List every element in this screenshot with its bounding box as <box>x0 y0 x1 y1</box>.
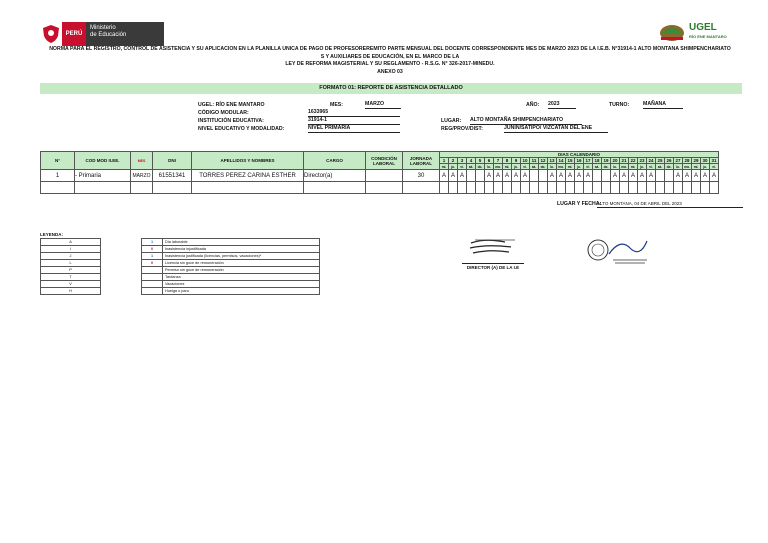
col-num: N° <box>41 152 75 170</box>
norma-title-line2: S Y AUXILIARES DE EDUCACIÓN, EN EL MARCO DE LA <box>320 54 460 60</box>
legend-row <box>41 274 320 281</box>
legend-description: Inasistencia injustificada <box>163 246 320 253</box>
day-number: 7 <box>494 158 503 164</box>
day-attendance-cell <box>467 170 476 182</box>
day-number: 13 <box>549 158 555 163</box>
day-number: 12 <box>540 158 546 163</box>
day-number: 1 <box>440 158 449 164</box>
day-attendance-cell: A <box>566 170 575 182</box>
mes-value: MARZO <box>365 101 401 109</box>
legend-symbol <box>142 281 163 288</box>
legend-title: LEYENDA: <box>40 232 64 237</box>
day-name: do. <box>539 164 548 170</box>
seal-and-signature <box>585 236 650 268</box>
row-nombres: TORRES PEREZ CARINA ESTHER <box>192 170 304 182</box>
day-attendance-cell: A <box>512 170 521 182</box>
empty-cell <box>629 182 638 194</box>
day-attendance-cell: A <box>584 170 593 182</box>
day-number: 30 <box>702 158 708 163</box>
col-cargo: CARGO <box>304 152 366 170</box>
dias-calendario-header: DIAS CALENDARIO <box>440 152 719 158</box>
norma-title-line3: LEY DE REFORMA MAGISTERIAL Y SU REGLAMENTO - R.S.G. N° 326-2017-MINEDU. <box>285 61 495 67</box>
empty-cell <box>701 182 710 194</box>
legend-code: L <box>41 260 101 267</box>
lugar-value: ALTO MONTAÑA SHIMPENCHARIATO <box>470 117 582 125</box>
legend-code: P <box>41 267 101 274</box>
day-attendance-cell: A <box>575 170 584 182</box>
day-number: 21 <box>621 158 627 163</box>
reg-value: JUNIN/SATIPO/ VIZCATAN DEL ENE <box>504 125 608 133</box>
legend-row <box>41 253 320 260</box>
day-name: mi. <box>629 164 638 170</box>
legend-spacer <box>101 274 142 281</box>
day-attendance-cell: A <box>620 170 629 182</box>
day-number: 2 <box>449 158 458 164</box>
empty-cell <box>557 182 566 194</box>
day-name: do. <box>476 164 485 170</box>
day-name: lu. <box>611 164 620 170</box>
legend-description: Permiso sin goce de remuneración <box>163 267 320 274</box>
day-name: do. <box>665 164 674 170</box>
day-attendance-cell: A <box>521 170 530 182</box>
day-attendance-cell <box>476 170 485 182</box>
institucion-label: INSTITUCIÓN EDUCATIVA: <box>198 118 264 124</box>
day-attendance-cell <box>530 170 539 182</box>
legend-description: Inasistencia justificada (licencias, permisos, vacaciones)* <box>163 253 320 260</box>
day-name: vi. <box>710 164 719 170</box>
empty-cell <box>304 182 366 194</box>
director-signature-stamp <box>465 237 525 261</box>
empty-cell <box>75 182 131 194</box>
peru-label: PERÚ <box>62 22 86 46</box>
legend-spacer <box>101 267 142 274</box>
day-name: vi. <box>584 164 593 170</box>
day-attendance-cell: A <box>638 170 647 182</box>
day-name: vi. <box>521 164 530 170</box>
day-name: ma. <box>558 164 564 169</box>
norma-title-line1: NORMA PARA EL REGISTRO, CONTROL DE ASISTENCIA Y SU APLICACION EN LA PLANILLA UNICA DE PAGO DE PROFESOREREMITO PARTE MENSUAL DEL DOCENTE CORRESPONDIENTE MES DE MARZO 2023 DE LA I.E.B. N°31914-1 ALTO MONTANA SHIMPENCHARIATO <box>49 46 731 52</box>
shield-icon <box>40 22 62 46</box>
legend-code: V <box>41 281 101 288</box>
empty-cell <box>674 182 683 194</box>
ministry-line1: Ministerio <box>90 25 116 31</box>
day-number: 10 <box>522 158 528 163</box>
day-name: lu. <box>674 164 683 170</box>
day-number: 11 <box>530 158 539 164</box>
legend-description: Licencia sin goce de remuneración <box>163 260 320 267</box>
day-number: 28 <box>684 158 690 163</box>
empty-cell <box>665 182 674 194</box>
day-name: vi. <box>458 164 467 170</box>
lugar-fecha-label: LUGAR Y FECHA: <box>557 201 602 207</box>
legend-spacer <box>101 260 142 267</box>
col-condicion: CONDICIÓN LABORAL <box>366 152 403 170</box>
ugel-label: UGEL: RÍO ENE MANTARO <box>198 102 265 108</box>
institucion-value: 31914-1 <box>308 117 400 125</box>
empty-cell <box>683 182 692 194</box>
anexo-label: ANEXO 03 <box>377 69 403 75</box>
day-attendance-cell: A <box>449 170 458 182</box>
empty-cell <box>647 182 656 194</box>
row-jornada: 30 <box>403 170 440 182</box>
legend-description: Día laborable <box>163 239 320 246</box>
day-number: 24 <box>648 158 654 163</box>
empty-cell <box>656 182 665 194</box>
day-name: sá. <box>467 164 476 170</box>
format-title: FORMATO 01: REPORTE DE ASISTENCIA DETALLADO <box>40 83 742 94</box>
day-number: 3 <box>458 158 467 164</box>
ministry-line2: de Educación <box>90 32 127 38</box>
day-name: mi. <box>566 164 575 170</box>
day-number: 25 <box>657 158 663 163</box>
reg-label: REG/PROV/DIST: <box>441 126 483 132</box>
legend <box>40 232 320 295</box>
row-dni: 61551341 <box>153 170 192 182</box>
day-attendance-cell: A <box>548 170 557 182</box>
day-name: lu. <box>485 164 494 170</box>
legend-spacer <box>101 281 142 288</box>
day-name: sá. <box>656 164 665 170</box>
legend-spacer <box>101 288 142 295</box>
legend-table <box>40 238 320 295</box>
day-number: 27 <box>675 158 681 163</box>
legend-code: H <box>41 288 101 295</box>
legend-spacer <box>101 253 142 260</box>
attendance-table <box>40 151 719 194</box>
col-mes: MES <box>131 152 153 170</box>
empty-cell <box>548 182 557 194</box>
day-name: ma. <box>495 164 501 169</box>
empty-cell <box>593 182 602 194</box>
day-name: vi. <box>647 164 656 170</box>
day-attendance-cell: A <box>701 170 710 182</box>
legend-spacer <box>101 246 142 253</box>
day-number: 29 <box>693 158 699 163</box>
day-attendance-cell <box>602 170 611 182</box>
row-mes: MARZO <box>131 170 153 182</box>
legend-row <box>41 288 320 295</box>
day-attendance-cell: A <box>611 170 620 182</box>
day-attendance-cell: A <box>674 170 683 182</box>
legend-row <box>41 260 320 267</box>
day-name: ju. <box>449 164 458 170</box>
empty-cell <box>521 182 530 194</box>
day-number: 8 <box>503 158 512 164</box>
legend-description: Huelga o paro <box>163 288 320 295</box>
empty-cell <box>192 182 304 194</box>
day-attendance-cell: A <box>557 170 566 182</box>
day-number: 17 <box>585 158 591 163</box>
day-number: 4 <box>467 158 476 164</box>
anio-label: AÑO: <box>526 102 540 108</box>
day-name: mi. <box>440 164 449 170</box>
day-name: ju. <box>701 164 710 170</box>
day-number: 16 <box>576 158 582 163</box>
legend-row <box>41 267 320 274</box>
day-attendance-cell <box>539 170 548 182</box>
day-number: 19 <box>603 158 609 163</box>
day-name: ju. <box>638 164 647 170</box>
day-attendance-cell: A <box>458 170 467 182</box>
row-num: 1 <box>41 170 75 182</box>
legend-symbol <box>142 274 163 281</box>
row-cargo: Director(a) <box>304 170 366 182</box>
empty-cell <box>458 182 467 194</box>
legend-symbol: 0 <box>142 260 163 267</box>
empty-cell <box>494 182 503 194</box>
empty-cell <box>575 182 584 194</box>
empty-cell <box>41 182 75 194</box>
legend-symbol: 0 <box>142 246 163 253</box>
day-attendance-cell <box>656 170 665 182</box>
day-name: ma. <box>684 164 690 169</box>
empty-cell <box>638 182 647 194</box>
empty-cell <box>566 182 575 194</box>
legend-row <box>41 281 320 288</box>
legend-spacer <box>101 239 142 246</box>
anio-value: 2023 <box>548 101 576 109</box>
day-number: 31 <box>711 158 717 163</box>
col-jornada: JORNADA LABORAL <box>403 152 440 170</box>
day-name: ju. <box>575 164 584 170</box>
day-attendance-cell <box>665 170 674 182</box>
day-name: mi. <box>692 164 701 170</box>
day-number: 15 <box>567 158 573 163</box>
empty-cell <box>602 182 611 194</box>
turno-label: TURNO: <box>609 102 630 108</box>
empty-cell <box>710 182 719 194</box>
empty-cell <box>512 182 521 194</box>
empty-cell <box>131 182 153 194</box>
empty-cell <box>449 182 458 194</box>
codigo-label: CÓDIGO MODULAR: <box>198 110 249 116</box>
legend-row <box>41 246 320 253</box>
turno-value: MAÑANA <box>643 101 683 109</box>
day-number: 23 <box>639 158 645 163</box>
day-number: 6 <box>485 158 494 164</box>
legend-code: J <box>41 253 101 260</box>
mes-label: MES: <box>330 102 343 108</box>
day-attendance-cell: A <box>485 170 494 182</box>
day-number: 22 <box>630 158 636 163</box>
day-attendance-cell: A <box>710 170 719 182</box>
empty-cell <box>476 182 485 194</box>
empty-cell <box>620 182 629 194</box>
day-attendance-cell: A <box>503 170 512 182</box>
legend-row <box>41 239 320 246</box>
day-number: 9 <box>512 158 521 164</box>
nivel-value: NIVEL PRIMARIA <box>308 125 400 133</box>
minedu-logo <box>40 22 164 46</box>
day-name: mi. <box>503 164 512 170</box>
legend-symbol <box>142 288 163 295</box>
empty-cell <box>440 182 449 194</box>
day-name: lu. <box>548 164 557 170</box>
day-attendance-cell: A <box>683 170 692 182</box>
day-number: 26 <box>666 158 672 163</box>
day-attendance-cell: A <box>440 170 449 182</box>
empty-cell <box>153 182 192 194</box>
row-cod: - Primaria <box>75 170 131 182</box>
day-attendance-cell <box>593 170 602 182</box>
day-number: 18 <box>594 158 600 163</box>
legend-code: I <box>41 246 101 253</box>
day-name: sá. <box>530 164 539 170</box>
legend-code: A <box>41 239 101 246</box>
day-name: ju. <box>512 164 521 170</box>
day-name: sá. <box>593 164 602 170</box>
col-cod: COD MOD II.EE. <box>75 152 131 170</box>
day-number: 5 <box>476 158 485 164</box>
empty-cell <box>485 182 494 194</box>
col-dni: DNI <box>153 152 192 170</box>
legend-code: T <box>41 274 101 281</box>
legend-symbol: 1 <box>142 239 163 246</box>
legend-description: Tardanza <box>163 274 320 281</box>
row-condicion <box>366 170 403 182</box>
day-name: do. <box>602 164 611 170</box>
nivel-label: NIVEL EDUCATIVO Y MODALIDAD: <box>198 126 285 132</box>
empty-cell <box>503 182 512 194</box>
codigo-value: 1633965 <box>308 109 400 117</box>
day-name: ma. <box>621 164 627 169</box>
empty-cell <box>467 182 476 194</box>
day-attendance-cell: A <box>692 170 701 182</box>
empty-cell <box>530 182 539 194</box>
director-label: DIRECTOR (A) DE LA I.E <box>462 263 524 270</box>
empty-cell <box>584 182 593 194</box>
day-attendance-cell: A <box>494 170 503 182</box>
ugel-sub: RÍO ENE MANTARO <box>689 34 727 39</box>
lugar-label: LUGAR: <box>441 118 462 124</box>
day-number: 20 <box>612 158 618 163</box>
legend-symbol <box>142 267 163 274</box>
empty-cell <box>403 182 440 194</box>
empty-cell <box>692 182 701 194</box>
ugel-logo <box>657 20 735 44</box>
day-attendance-cell: A <box>629 170 638 182</box>
lugar-fecha-value: ALTO MONTANA, 04 DE ABRIL DEL 2023 <box>597 200 743 208</box>
col-nombres: APELLIDOS Y NOMBRES <box>192 152 304 170</box>
empty-cell <box>366 182 403 194</box>
day-number: 14 <box>558 158 564 163</box>
empty-cell <box>611 182 620 194</box>
empty-cell <box>539 182 548 194</box>
day-attendance-cell: A <box>647 170 656 182</box>
legend-description: Vacaciones <box>163 281 320 288</box>
ugel-brand: UGEL <box>689 22 717 33</box>
legend-symbol: 1 <box>142 253 163 260</box>
